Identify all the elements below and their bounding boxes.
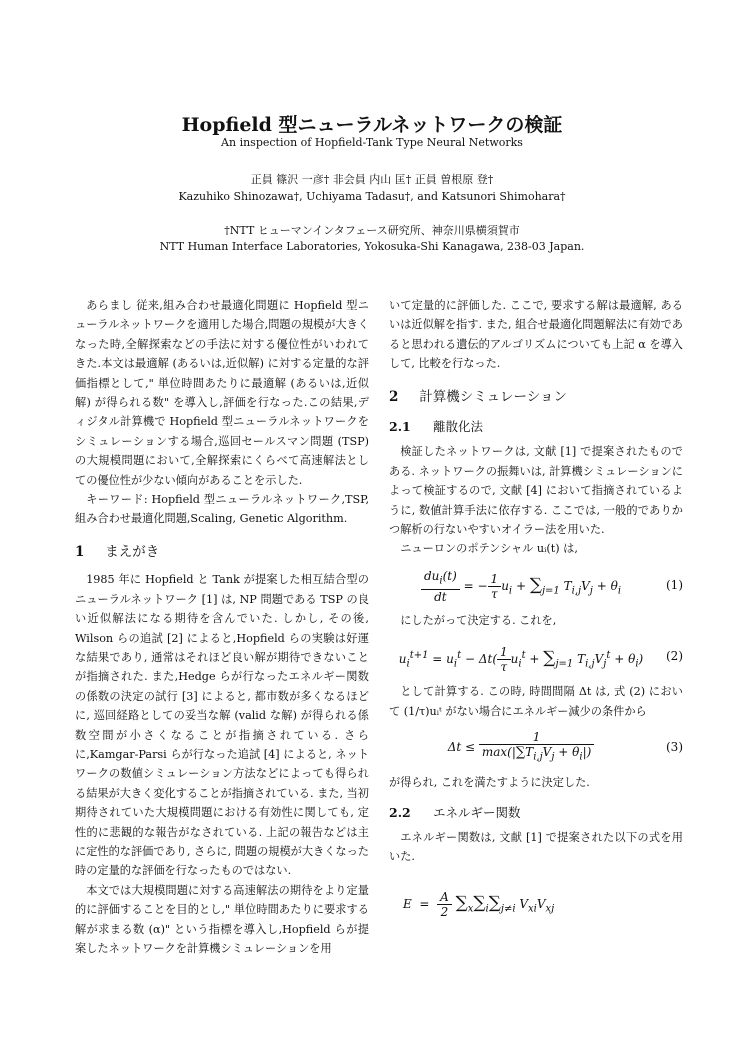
equation-3 [389, 725, 683, 769]
paragraph: ニューロンのポテンシャル uᵢ(t) は, [400, 542, 578, 556]
subsection-heading [389, 803, 683, 822]
equation-body: $u_i^{t+1} = u_i^t - \Delta t$( $\frac{1}{\tau}$ $u_i^t + \sum_{j=1}$ $T_{i,j}V_j^t + \theta_i$) [398, 645, 644, 675]
paragraph: が得られ, これを満たすように決定した. [389, 776, 590, 790]
equation-body: E = $\frac{A}{2}$ $\sum_x\sum_i\sum_{j\ne i}$ $V_{xi}V_{xj}$ [403, 889, 555, 919]
paragraph: エネルギー関数は, 文献 [1] で提案された以下の式を用いた. [389, 830, 683, 864]
section-heading [389, 388, 683, 407]
equation-number: (2) [666, 649, 683, 664]
paragraph: 1985 年に Hopfield と Tank が提案した相互結合型のニューラルネットワーク [1] は, NP 問題である TSP の良い近似解法になる期待を含んでいた. しかし, その後, Wilson らの追試 [2] によると,Hopfield らの実験は好運な結果であり, 通常はそれほど良い解が期待できないことが指摘された. また,Hedge らが行なったエネルギー関数の係数の決定の試行 [3] によると, 都市数が多くなるほどに, 巡回経路としての妥当な解 (valid な解) が得られる係数空間が小さくなることが指摘されている. さらに,Kamgar-Parsi らが行なった追試 [4] によると, ネットワークの数値シミュレーション方法などによっても得られる結果が大きく変化することが指摘されている. また, 当初期待されていた大規模問題における有効性に関しても, 定性的に悲観的な報告がなされている. 上記の報告などは主に定性的な評価であり, さらに, 問題の規模が大きくなった時の定量的な評価を行なったものではない. [75, 573, 369, 878]
paragraph: にしたがって決定する. これを, [400, 613, 557, 627]
section-title: 計算機シミュレーション [419, 388, 567, 405]
affiliation-english: NTT Human Interface Laboratories, Yokosuka-Shi Kanagawa, 238-03 Japan. [159, 240, 585, 253]
equation-number: (3) [666, 740, 683, 755]
subsection-heading [389, 417, 683, 436]
subsection-number: 2.2 [389, 804, 411, 820]
paper-subtitle: An inspection of Hopfield-Tank Type Neural Networks [221, 136, 523, 149]
abstract: あらまし 従来,組み合わせ最適化問題に Hopfield 型ニューラルネットワークを適用した場合,問題の規模が大きくなった時,全解探索などの手法に対する優位性がいわれてきた.本文は最適解 (あるいは,近似解) に対する定量的な評価指標として," 単位時間あたりに最適解 (あるいは,近似解) が得られる数" を導入し,評価を行なった.この結果,ディジタル計算機で Hopfield 型ニューラルネットワークをシミュレーションする場合,巡回セールスマン問題 (TSP) の大規模問題において,全解探索にくらべて高速解法としての優位性が少ない傾向があることを示した. [75, 299, 369, 487]
section-number: 1 [75, 543, 85, 560]
equation-number: (1) [666, 577, 683, 592]
subsection-title: エネルギー関数 [432, 804, 521, 820]
keywords: キーワード: Hopfield 型ニューラルネットワーク,TSP,組み合わせ最適化問題,Scaling, Genetic Algorithm. [75, 493, 369, 526]
equation-body: $\frac{du_i(t)}{dt}$ = − $\frac{1}{\tau}$ $u_i + \sum_{j=1}$ $T_{i,j}V_j + \theta_i$ [389, 563, 653, 613]
equation-body: Δt ≤ $\frac{1}{\max(|\sum T_{i,j}V_j + \theta_i|)}$ [389, 725, 653, 769]
paragraph: 本文では大規模問題に対する高速解法の期待をより定量的に評価することを目的とし," 単位時間あたりに要求する解が求まる数 (α)" という指標を導入し,Hopfield らが提案したネットワークを計算機シミュレーションを用 [75, 883, 369, 955]
equation-4 [389, 881, 683, 925]
equation-1 [389, 563, 683, 607]
paragraph: として計算する. この時, 時間間隔 Δt は, 式 (2) において (1/τ)uᵢᵗ がない場合にエネルギー減少の条件から [389, 685, 683, 718]
paper-title: Hopfield 型ニューラルネットワークの検証 [181, 114, 563, 136]
authors-english: Kazuhiko Shinozawa†, Uchiyama Tadasu†, and Katsunori Shimohara† [178, 190, 566, 203]
section-number: 2 [389, 388, 399, 405]
paragraph: 検証したネットワークは, 文献 [1] で提案されたものである. ネットワークの振舞いは, 計算機シミュレーションによって検証するので, 文献 [4] において指摘されているように, 数値計算手法に依存する. ここでは, 一般的でありかつ解析の行ないやすいオイラー法を用いた. [389, 445, 683, 537]
left-column [75, 296, 369, 958]
subsection-number: 2.1 [389, 419, 411, 435]
authors-japanese: 正員 篠沢 一彦† 非会員 内山 匡† 正員 曽根原 登† [250, 173, 494, 186]
equation-2 [389, 634, 683, 678]
subsection-title: 離散化法 [432, 419, 483, 435]
paragraph: いて定量的に評価した. ここで, 要求する解は最適解, あるいは近似解を指す. また, 組合せ最適化問題解法に有効であると思われる遺伝的アルゴリズムについても上記 α を導入して, 比較を行なった. [389, 299, 683, 371]
section-heading [75, 543, 369, 562]
affiliation-japanese: †NTT ヒューマンインタフェース研究所、神奈川県横須賀市 [224, 224, 520, 237]
section-title: まえがき [105, 543, 160, 560]
right-column [389, 296, 683, 929]
